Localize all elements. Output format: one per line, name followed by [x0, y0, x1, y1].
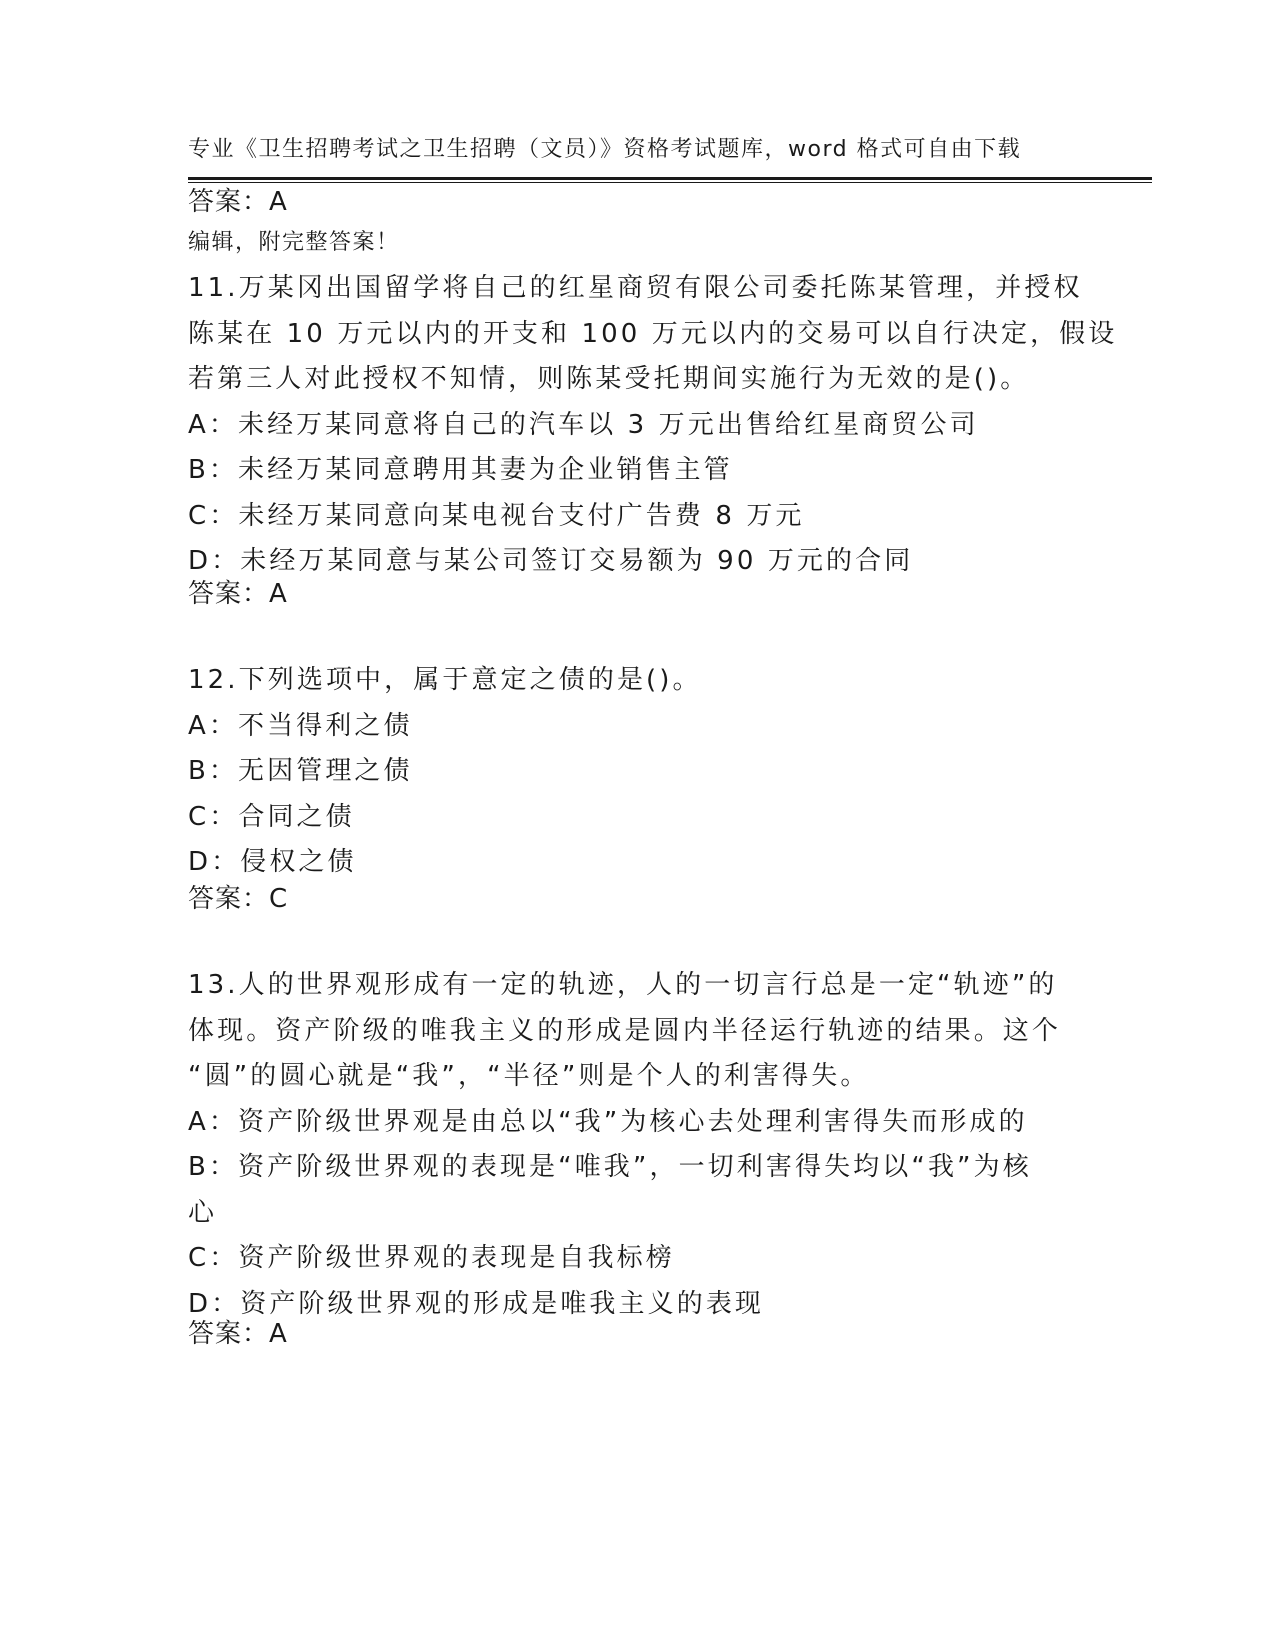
option-a: A：资产阶级世界观是由总以“我”为核心去处理利害得失而形成的	[188, 1106, 1028, 1137]
option-d: D：未经万某同意与某公司签订交易额为 90 万元的合同	[188, 546, 914, 576]
question-12	[188, 658, 1078, 886]
answer-13	[188, 1314, 288, 1354]
answer-12	[188, 879, 288, 919]
header-line: 编辑，附完整答案！	[188, 230, 400, 255]
answer-value: A	[269, 187, 288, 217]
document-header	[188, 72, 1088, 289]
option-c: C：资产阶级世界观的表现是自我标榜	[188, 1243, 675, 1273]
header-divider-thin	[188, 182, 1152, 183]
answer-value: A	[269, 1319, 288, 1349]
option-a: A：未经万某同意将自己的汽车以 3 万元出售给红星商贸公司	[188, 409, 979, 440]
question-text: 若第三人对此授权不知情，则陈某受托期间实施行为无效的是()。	[188, 364, 1030, 394]
answer-label: 答案：	[188, 187, 270, 217]
question-11	[188, 266, 1118, 585]
answer-11	[188, 574, 288, 614]
answer-value: A	[269, 579, 288, 609]
question-text: 陈某在 10 万元以内的开支和 100 万元以内的交易可以自行决定，假设	[188, 318, 1118, 349]
option-c: C：未经万某同意向某电视台支付广告费 8 万元	[188, 500, 805, 531]
header-divider	[188, 177, 1152, 180]
answer-label: 答案：	[188, 579, 270, 609]
question-text: 11.万某冈出国留学将自己的红星商贸有限公司委托陈某管理，并授权	[188, 273, 1083, 303]
question-text: “圆”的圆心就是“我”，“半径”则是个人的利害得失。	[188, 1061, 870, 1091]
answer-value: C	[269, 884, 289, 914]
option-b: B：未经万某同意聘用其妻为企业销售主管	[188, 455, 733, 485]
option-d: D：资产阶级世界观的形成是唯我主义的表现	[188, 1288, 765, 1319]
option-a: A：不当得利之债	[188, 710, 413, 741]
question-text: 12.下列选项中，属于意定之债的是()。	[188, 665, 702, 695]
answer-label: 答案：	[188, 884, 270, 914]
option-b-continued: 心	[188, 1197, 218, 1228]
option-b: B：资产阶级世界观的表现是“唯我”，一切利害得失均以“我”为核	[188, 1152, 1032, 1182]
header-line: 专业《卫生招聘考试之卫生招聘（文员）》资格考试题库，word 格式可自由下载	[188, 137, 1022, 162]
question-text: 13.人的世界观形成有一定的轨迹，人的一切言行总是一定“轨迹”的	[188, 970, 1058, 1000]
option-b: B：无因管理之债	[188, 756, 413, 786]
option-d: D：侵权之债	[188, 847, 357, 877]
question-13	[188, 963, 1078, 1327]
option-c: C：合同之债	[188, 801, 355, 832]
answer-label: 答案：	[188, 1319, 270, 1349]
answer-previous	[188, 182, 288, 222]
question-text: 体现。资产阶级的唯我主义的形成是圆内半径运行轨迹的结果。这个	[188, 1015, 1062, 1046]
